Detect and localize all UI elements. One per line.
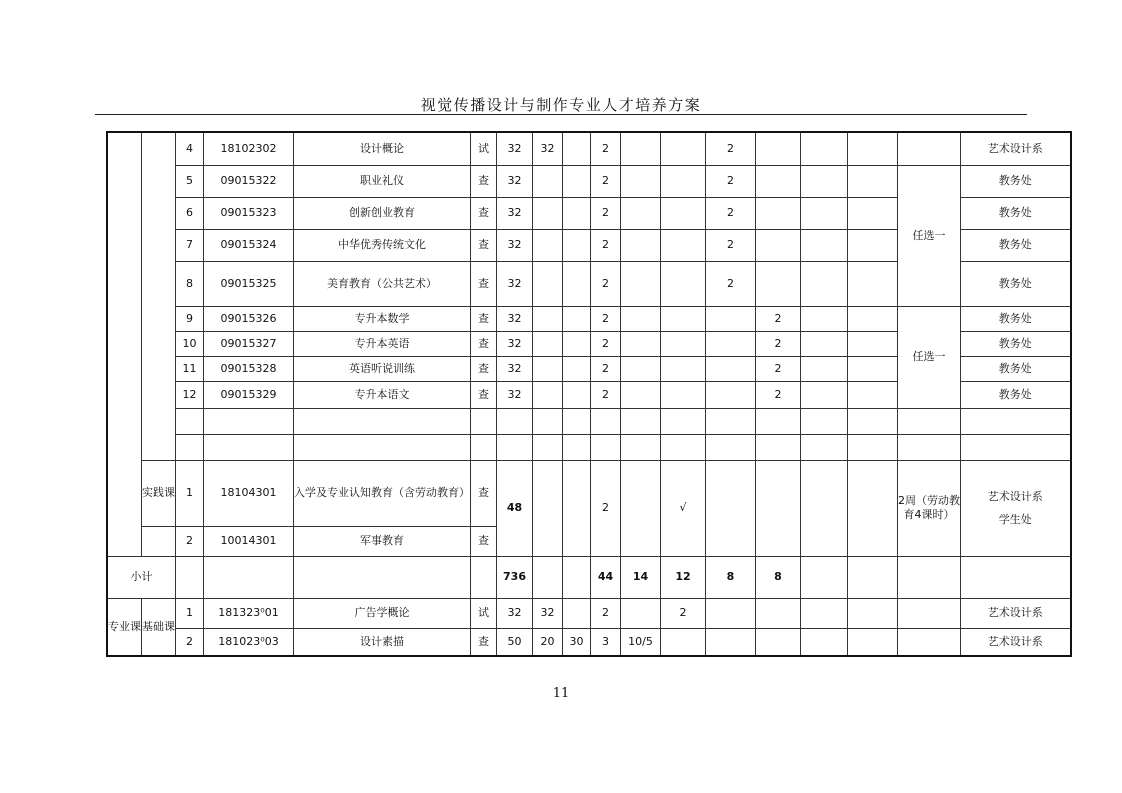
practice-hours — [563, 165, 591, 197]
semester-4 — [756, 132, 801, 165]
semester-3 — [706, 356, 756, 381]
semester-5 — [801, 261, 848, 306]
empty-row — [107, 408, 1071, 434]
course-code: 181323⁰01 — [204, 598, 294, 628]
theory-hours — [533, 356, 563, 381]
course-no: 4 — [176, 132, 204, 165]
total-hours: 32 — [497, 197, 533, 229]
semester-4: 2 — [756, 356, 801, 381]
subtotal-semester-1: 14 — [621, 556, 661, 598]
semester-1 — [621, 165, 661, 197]
department-line-2: 学生处 — [998, 512, 1032, 526]
semester-6 — [848, 306, 898, 331]
practice-note-line-2: 育4课时） — [903, 508, 955, 521]
page-header-title: 视觉传播设计与制作专业人才培养方案 — [420, 96, 702, 114]
total-hours: 32 — [497, 229, 533, 261]
total-hours: 32 — [497, 356, 533, 381]
semester-2 — [661, 306, 706, 331]
credit: 2 — [591, 331, 621, 356]
credit: 2 — [591, 229, 621, 261]
total-hours: 32 — [497, 598, 533, 628]
total-hours: 32 — [497, 165, 533, 197]
semester-1 — [621, 132, 661, 165]
elective-note: 任选一 — [898, 165, 961, 306]
semester-1 — [621, 197, 661, 229]
semester-5 — [801, 356, 848, 381]
course-code: 181023⁰03 — [204, 628, 294, 656]
semester-2 — [661, 229, 706, 261]
total-hours: 32 — [497, 331, 533, 356]
course-code: 09015322 — [204, 165, 294, 197]
course-no: 12 — [176, 381, 204, 408]
department: 教务处 — [961, 165, 1071, 197]
course-code: 09015329 — [204, 381, 294, 408]
professional-group-label: 专业课 — [107, 598, 142, 656]
course-no: 6 — [176, 197, 204, 229]
subtotal-label: 小计 — [107, 556, 176, 598]
total-hours: 32 — [497, 261, 533, 306]
table-row — [107, 628, 1071, 656]
department: 教务处 — [961, 381, 1071, 408]
exam-type: 查 — [471, 197, 497, 229]
semester-1 — [621, 306, 661, 331]
theory-hours — [533, 261, 563, 306]
semester-2 — [661, 628, 706, 656]
exam-type: 查 — [471, 628, 497, 656]
course-code: 09015324 — [204, 229, 294, 261]
semester-5 — [801, 197, 848, 229]
semester-1 — [621, 261, 661, 306]
department: 教务处 — [961, 261, 1071, 306]
practice-group-label: 实践课 — [142, 460, 176, 526]
semester-3: 2 — [706, 261, 756, 306]
course-name: 专升本语文 — [294, 381, 471, 408]
subtotal-semester-3: 8 — [706, 556, 756, 598]
practice-hours — [563, 261, 591, 306]
semester-3: 2 — [706, 197, 756, 229]
semester-1 — [621, 460, 661, 556]
theory-hours — [533, 331, 563, 356]
practice-note — [898, 460, 961, 556]
department: 教务处 — [961, 229, 1071, 261]
credit: 3 — [591, 628, 621, 656]
table-row — [107, 460, 1071, 526]
semester-5 — [801, 331, 848, 356]
semester-6 — [848, 132, 898, 165]
department: 艺术设计系 — [961, 598, 1071, 628]
credit: 2 — [591, 356, 621, 381]
theory-hours: 20 — [533, 628, 563, 656]
theory-hours — [533, 197, 563, 229]
semester-6 — [848, 331, 898, 356]
table-row — [107, 165, 1071, 197]
credit: 2 — [591, 381, 621, 408]
theory-hours — [533, 165, 563, 197]
theory-hours: 32 — [533, 132, 563, 165]
semester-3: 2 — [706, 165, 756, 197]
course-no: 1 — [176, 460, 204, 526]
exam-type: 查 — [471, 381, 497, 408]
course-name: 专升本英语 — [294, 331, 471, 356]
credit: 2 — [591, 197, 621, 229]
course-no: 1 — [176, 598, 204, 628]
total-hours: 48 — [497, 460, 533, 556]
course-name: 创新创业教育 — [294, 197, 471, 229]
course-no: 7 — [176, 229, 204, 261]
exam-type: 查 — [471, 165, 497, 197]
subtotal-credit: 44 — [591, 556, 621, 598]
course-code: 09015325 — [204, 261, 294, 306]
table-row — [107, 132, 1071, 165]
semester-5 — [801, 460, 848, 556]
course-no: 11 — [176, 356, 204, 381]
credit: 2 — [591, 132, 621, 165]
course-name: 美育教育（公共艺术） — [294, 261, 471, 306]
department: 教务处 — [961, 306, 1071, 331]
semester-6 — [848, 460, 898, 556]
semester-6 — [848, 165, 898, 197]
semester-6 — [848, 381, 898, 408]
semester-2 — [661, 356, 706, 381]
semester-1 — [621, 381, 661, 408]
semester-4: 2 — [756, 306, 801, 331]
practice-hours — [563, 306, 591, 331]
exam-type: 查 — [471, 306, 497, 331]
department: 艺术设计系 — [961, 132, 1071, 165]
theory-hours: 32 — [533, 598, 563, 628]
credit: 2 — [591, 306, 621, 331]
practice-hours — [563, 331, 591, 356]
semester-4 — [756, 165, 801, 197]
department: 教务处 — [961, 197, 1071, 229]
credit: 2 — [591, 598, 621, 628]
professional-sub-label: 基础课 — [142, 598, 176, 656]
table-row — [107, 598, 1071, 628]
subcategory-cell — [142, 132, 176, 460]
semester-2 — [661, 331, 706, 356]
empty-row — [107, 434, 1071, 460]
course-no: 2 — [176, 526, 204, 556]
course-no: 2 — [176, 628, 204, 656]
semester-2 — [661, 132, 706, 165]
credit: 2 — [591, 261, 621, 306]
semester-1 — [621, 598, 661, 628]
practice-hours: 30 — [563, 628, 591, 656]
exam-type: 查 — [471, 229, 497, 261]
semester-3: 2 — [706, 229, 756, 261]
semester-3 — [706, 460, 756, 556]
semester-1: 10/5 — [621, 628, 661, 656]
course-name: 广告学概论 — [294, 598, 471, 628]
course-name: 军事教育 — [294, 526, 471, 556]
semester-3 — [706, 306, 756, 331]
semester-3 — [706, 381, 756, 408]
practice-hours — [563, 229, 591, 261]
semester-1 — [621, 229, 661, 261]
course-name: 英语听说训练 — [294, 356, 471, 381]
subtotal-semester-2: 12 — [661, 556, 706, 598]
course-code: 09015326 — [204, 306, 294, 331]
exam-type: 查 — [471, 356, 497, 381]
course-no: 10 — [176, 331, 204, 356]
semester-3 — [706, 331, 756, 356]
department: 教务处 — [961, 331, 1071, 356]
course-no: 5 — [176, 165, 204, 197]
category-cell — [107, 132, 142, 556]
semester-5 — [801, 381, 848, 408]
practice-hours — [563, 381, 591, 408]
course-name: 入学及专业认知教育（含劳动教育） — [294, 460, 471, 526]
semester-6 — [848, 197, 898, 229]
semester-5 — [801, 306, 848, 331]
semester-2: √ — [661, 460, 706, 556]
note-cell — [898, 132, 961, 165]
semester-4 — [756, 261, 801, 306]
credit: 2 — [591, 460, 621, 556]
semester-6 — [848, 261, 898, 306]
course-name: 设计素描 — [294, 628, 471, 656]
course-name: 中华优秀传统文化 — [294, 229, 471, 261]
total-hours: 50 — [497, 628, 533, 656]
semester-5 — [801, 132, 848, 165]
course-code: 18104301 — [204, 460, 294, 526]
exam-type: 查 — [471, 331, 497, 356]
course-code: 09015323 — [204, 197, 294, 229]
semester-1 — [621, 331, 661, 356]
semester-4: 2 — [756, 331, 801, 356]
semester-4: 2 — [756, 381, 801, 408]
course-name: 专升本数学 — [294, 306, 471, 331]
semester-2: 2 — [661, 598, 706, 628]
practice-hours — [563, 356, 591, 381]
semester-3: 2 — [706, 132, 756, 165]
course-code: 18102302 — [204, 132, 294, 165]
department: 教务处 — [961, 356, 1071, 381]
course-no: 9 — [176, 306, 204, 331]
total-hours: 32 — [497, 132, 533, 165]
semester-5 — [801, 229, 848, 261]
semester-1 — [621, 356, 661, 381]
table-row — [107, 306, 1071, 331]
semester-4 — [756, 197, 801, 229]
exam-type: 试 — [471, 598, 497, 628]
exam-type: 试 — [471, 132, 497, 165]
curriculum-table — [106, 131, 1072, 657]
theory-hours — [533, 306, 563, 331]
header-rule — [95, 114, 1027, 115]
course-code: 09015327 — [204, 331, 294, 356]
semester-6 — [848, 356, 898, 381]
course-name: 职业礼仪 — [294, 165, 471, 197]
course-code: 10014301 — [204, 526, 294, 556]
semester-6 — [848, 229, 898, 261]
subtotal-semester-4: 8 — [756, 556, 801, 598]
department — [961, 460, 1071, 556]
department: 艺术设计系 — [961, 628, 1071, 656]
theory-hours — [533, 460, 563, 556]
semester-5 — [801, 165, 848, 197]
credit: 2 — [591, 165, 621, 197]
practice-hours — [563, 197, 591, 229]
theory-hours — [533, 381, 563, 408]
practice-hours — [563, 132, 591, 165]
subtotal-row — [107, 556, 1071, 598]
total-hours: 32 — [497, 306, 533, 331]
subcategory-cell — [142, 526, 176, 556]
semester-4 — [756, 229, 801, 261]
total-hours: 32 — [497, 381, 533, 408]
theory-hours — [533, 229, 563, 261]
exam-type: 查 — [471, 261, 497, 306]
course-name: 设计概论 — [294, 132, 471, 165]
semester-2 — [661, 165, 706, 197]
subtotal-total: 736 — [497, 556, 533, 598]
exam-type: 查 — [471, 526, 497, 556]
page-number: 11 — [552, 686, 570, 701]
semester-2 — [661, 261, 706, 306]
exam-type: 查 — [471, 460, 497, 526]
practice-hours — [563, 460, 591, 556]
practice-note-line-1: 2周（劳动教 — [898, 494, 960, 507]
course-code: 09015328 — [204, 356, 294, 381]
semester-4 — [756, 460, 801, 556]
semester-2 — [661, 197, 706, 229]
semester-2 — [661, 381, 706, 408]
department-line-1: 艺术设计系 — [987, 489, 1043, 503]
practice-hours — [563, 598, 591, 628]
course-no: 8 — [176, 261, 204, 306]
elective-note: 任选一 — [898, 306, 961, 408]
